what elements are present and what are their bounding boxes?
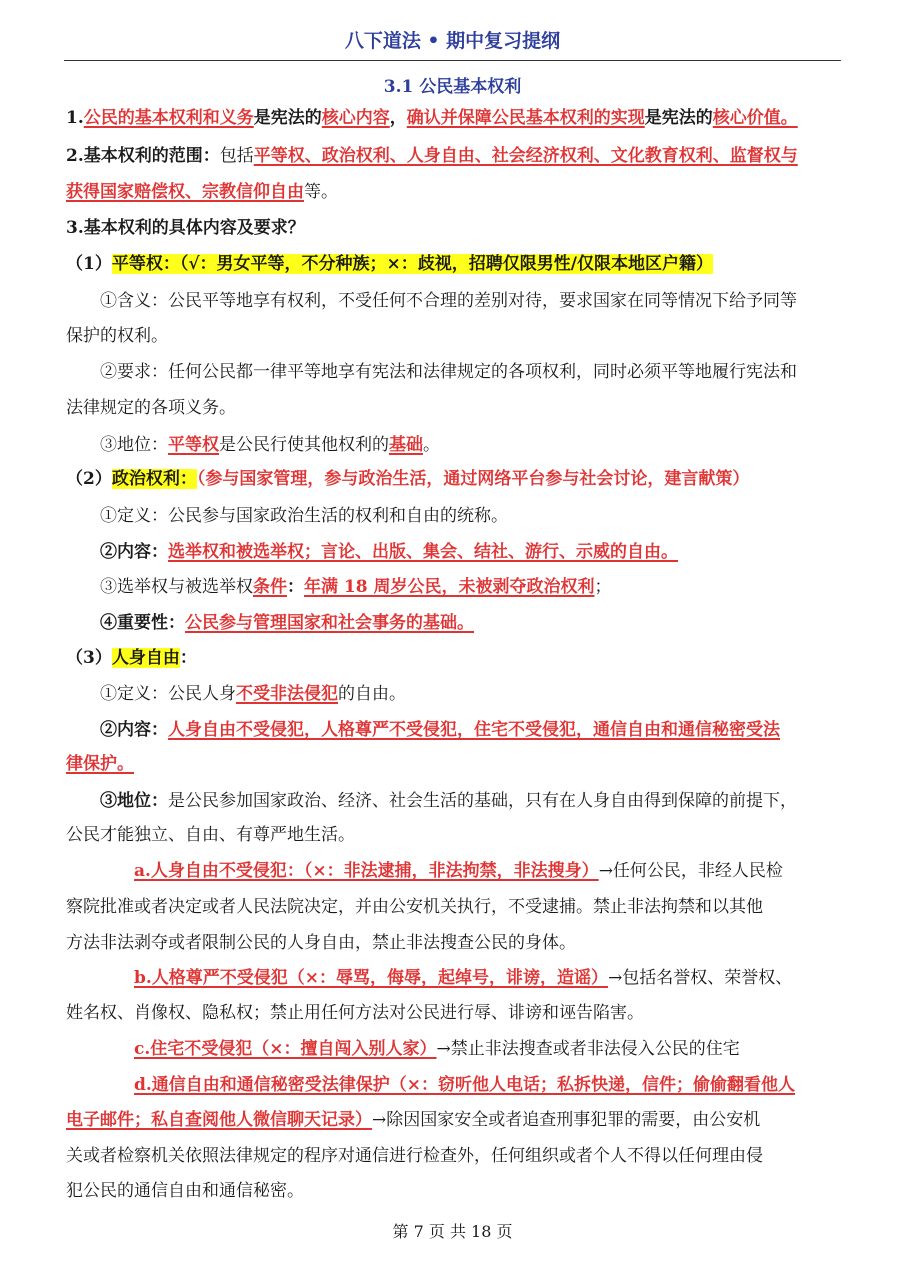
political-heading (66, 467, 841, 491)
equal-pos-c: 是公民行使其他权利的 (219, 435, 389, 455)
header-title: 八下道法 • 期中复习提纲 (344, 30, 561, 52)
personal-content-1 (100, 718, 841, 742)
p1-num: 1. (66, 108, 84, 128)
personal-a-line1 (134, 859, 841, 883)
p2-t1: 2.基本权利的范围： (66, 146, 220, 166)
political-cond-a: ③选举权与被选举权 (100, 577, 253, 597)
personal-colon: ： (179, 648, 197, 668)
personal-def-a: ①定义：公民人身 (100, 684, 236, 704)
section-title: 3.1 公民基本权利 (383, 77, 522, 97)
p1-t6: 是宪法的 (644, 108, 713, 128)
equal-label: 平等权： (111, 254, 180, 274)
equal-req-2: 法律规定的各项义务。 (66, 398, 236, 418)
equal-position (100, 433, 841, 457)
equal-def-1: ①含义：公民平等地享有权利，不受任何不合理的差别对待，要求国家在同等情况下给予同等 (100, 291, 797, 311)
political-cond-c: ： (287, 577, 304, 597)
political-cond-b: 条件 (253, 577, 287, 597)
political-label: 政治权利： (111, 469, 197, 489)
political-importance (100, 611, 841, 635)
political-imp-b: 公民参与管理国家和社会事务的基础。 (185, 613, 474, 633)
equal-req-1: ②要求：任何公民都一律平等地享有宪法和法律规定的各项权利，同时必须平等地履行宪法和 (100, 362, 797, 382)
personal-d-line4: 犯公民的通信自由和通信秘密。 (66, 1181, 304, 1201)
p2-t3: 平等权、政治权利、人身自由、社会经济权利、文化教育权利、监督权与 (253, 146, 798, 166)
personal-content-2 (66, 752, 841, 776)
equal-pos-b: 平等权 (168, 435, 219, 455)
equal-num: （1） (66, 254, 112, 274)
political-cond-e: ； (594, 577, 612, 597)
personal-pos-b: 是公民参加国家政治、经济、社会生活的基础，只有在人身自由得到保障的前提下， (168, 791, 797, 811)
personal-a-title: a.人身自由不受侵犯：（×：非法逮捕，非法拘禁，非法搜身） (134, 861, 599, 881)
personal-position-1 (100, 789, 841, 813)
personal-pos-a: ③地位： (100, 791, 168, 811)
equal-note: （√：男女平等，不分种族；×：歧视，招聘仅限男性/仅限本地区户籍） (179, 254, 713, 274)
personal-d-line3: 关或者检察机关依照法律规定的程序对通信进行检查外，任何组织或者个人不得以任何理由侵 (66, 1146, 763, 1166)
paragraph-2-line2 (66, 180, 841, 204)
personal-c-line (134, 1037, 841, 1061)
p2-t4: 获得国家赔偿权、宗教信仰自由 (66, 182, 304, 202)
political-def: ①定义：公民参与国家政治生活的权利和自由的统称。 (100, 506, 508, 526)
p1-t1: 公民的基本权利和义务 (83, 108, 254, 128)
political-condition (100, 575, 841, 599)
personal-def-c: 的自由。 (338, 684, 406, 704)
political-content-b: 选举权和被选举权；言论、出版、集会、结社、游行、示威的自由。 (168, 542, 678, 562)
personal-num: （3） (66, 648, 112, 668)
paragraph-1 (66, 106, 841, 130)
political-content (100, 540, 841, 564)
personal-a-line2: 察院批准或者决定或者人民法院决定，并由公安机关执行，不受逮捕。禁止非法拘禁和以其他 (66, 897, 763, 917)
personal-content-b: 人身自由不受侵犯，人格尊严不受侵犯，住宅不受侵犯，通信自由和通信秘密受法 (168, 720, 780, 740)
equal-pos-a: ③地位： (100, 435, 168, 455)
p2-t2: 包括 (219, 146, 254, 166)
personal-d-title: d.通信自由和通信秘密受法律保护（×：窃听他人电话；私拆快递，信件；偷偷翻看他人 (134, 1075, 796, 1095)
p1-t7: 核心价值。 (712, 108, 798, 128)
header-divider (64, 60, 841, 61)
personal-b-text: →包括名誉权、荣誉权、 (608, 968, 793, 988)
personal-b-title: b.人格尊严不受侵犯（×：辱骂，侮辱，起绰号，诽谤，造谣） (134, 968, 609, 988)
equal-pos-d: 基础 (389, 435, 423, 455)
personal-label: 人身自由 (111, 648, 180, 668)
political-content-a: ②内容： (100, 542, 168, 562)
personal-a-text: →任何公民，非经人民检 (598, 861, 783, 881)
personal-a-line3: 方法非法剥夺或者限制公民的人身自由，禁止非法搜查公民的身体。 (66, 933, 576, 953)
personal-def (100, 682, 841, 706)
personal-b-line1 (134, 966, 841, 990)
equal-def-2: 保护的权利。 (66, 326, 168, 346)
personal-c-text: →禁止非法搜查或者非法侵入公民的住宅 (436, 1039, 740, 1059)
personal-d-text: →除因国家安全或者追查刑事犯罪的需要，由公安机 (372, 1110, 761, 1130)
paragraph-2-line1 (66, 144, 841, 168)
personal-d-line1 (134, 1073, 841, 1097)
political-imp-a: ④重要性： (100, 613, 185, 633)
political-num: （2） (66, 469, 112, 489)
personal-c-title: c.住宅不受侵犯（×：擅自闯入别人家） (134, 1039, 437, 1059)
personal-content-c: 律保护。 (66, 754, 134, 774)
paragraph-3: 3.基本权利的具体内容及要求？ (66, 218, 305, 238)
p1-t2: 是宪法的 (253, 108, 322, 128)
personal-d-title-cont: 电子邮件；私自查阅他人微信聊天记录） (66, 1110, 372, 1130)
personal-content-a: ②内容： (100, 720, 168, 740)
p1-t5: 确认并保障公民基本权利的实现 (406, 108, 645, 128)
personal-b-line2: 姓名权、肖像权、隐私权；禁止用任何方法对公民进行辱、诽谤和诬告陷害。 (66, 1003, 644, 1023)
equal-heading (66, 252, 841, 276)
personal-position-2: 公民才能独立、自由、有尊严地生活。 (66, 825, 355, 845)
personal-def-b: 不受非法侵犯 (236, 684, 338, 704)
political-note: （参与国家管理，参与政治生活，通过网络平台参与社会讨论，建言献策） (196, 469, 750, 489)
p2-t5: 等。 (304, 182, 338, 202)
p1-t4: ， (389, 108, 407, 128)
p1-t3: 核心内容 (321, 108, 390, 128)
political-cond-d: 年满 18 周岁公民，未被剥夺政治权利 (304, 577, 595, 597)
personal-heading (66, 646, 841, 670)
personal-d-line2 (66, 1108, 841, 1132)
equal-pos-e: 。 (423, 435, 440, 455)
page-footer: 第 7 页 共 18 页 (392, 1222, 513, 1241)
